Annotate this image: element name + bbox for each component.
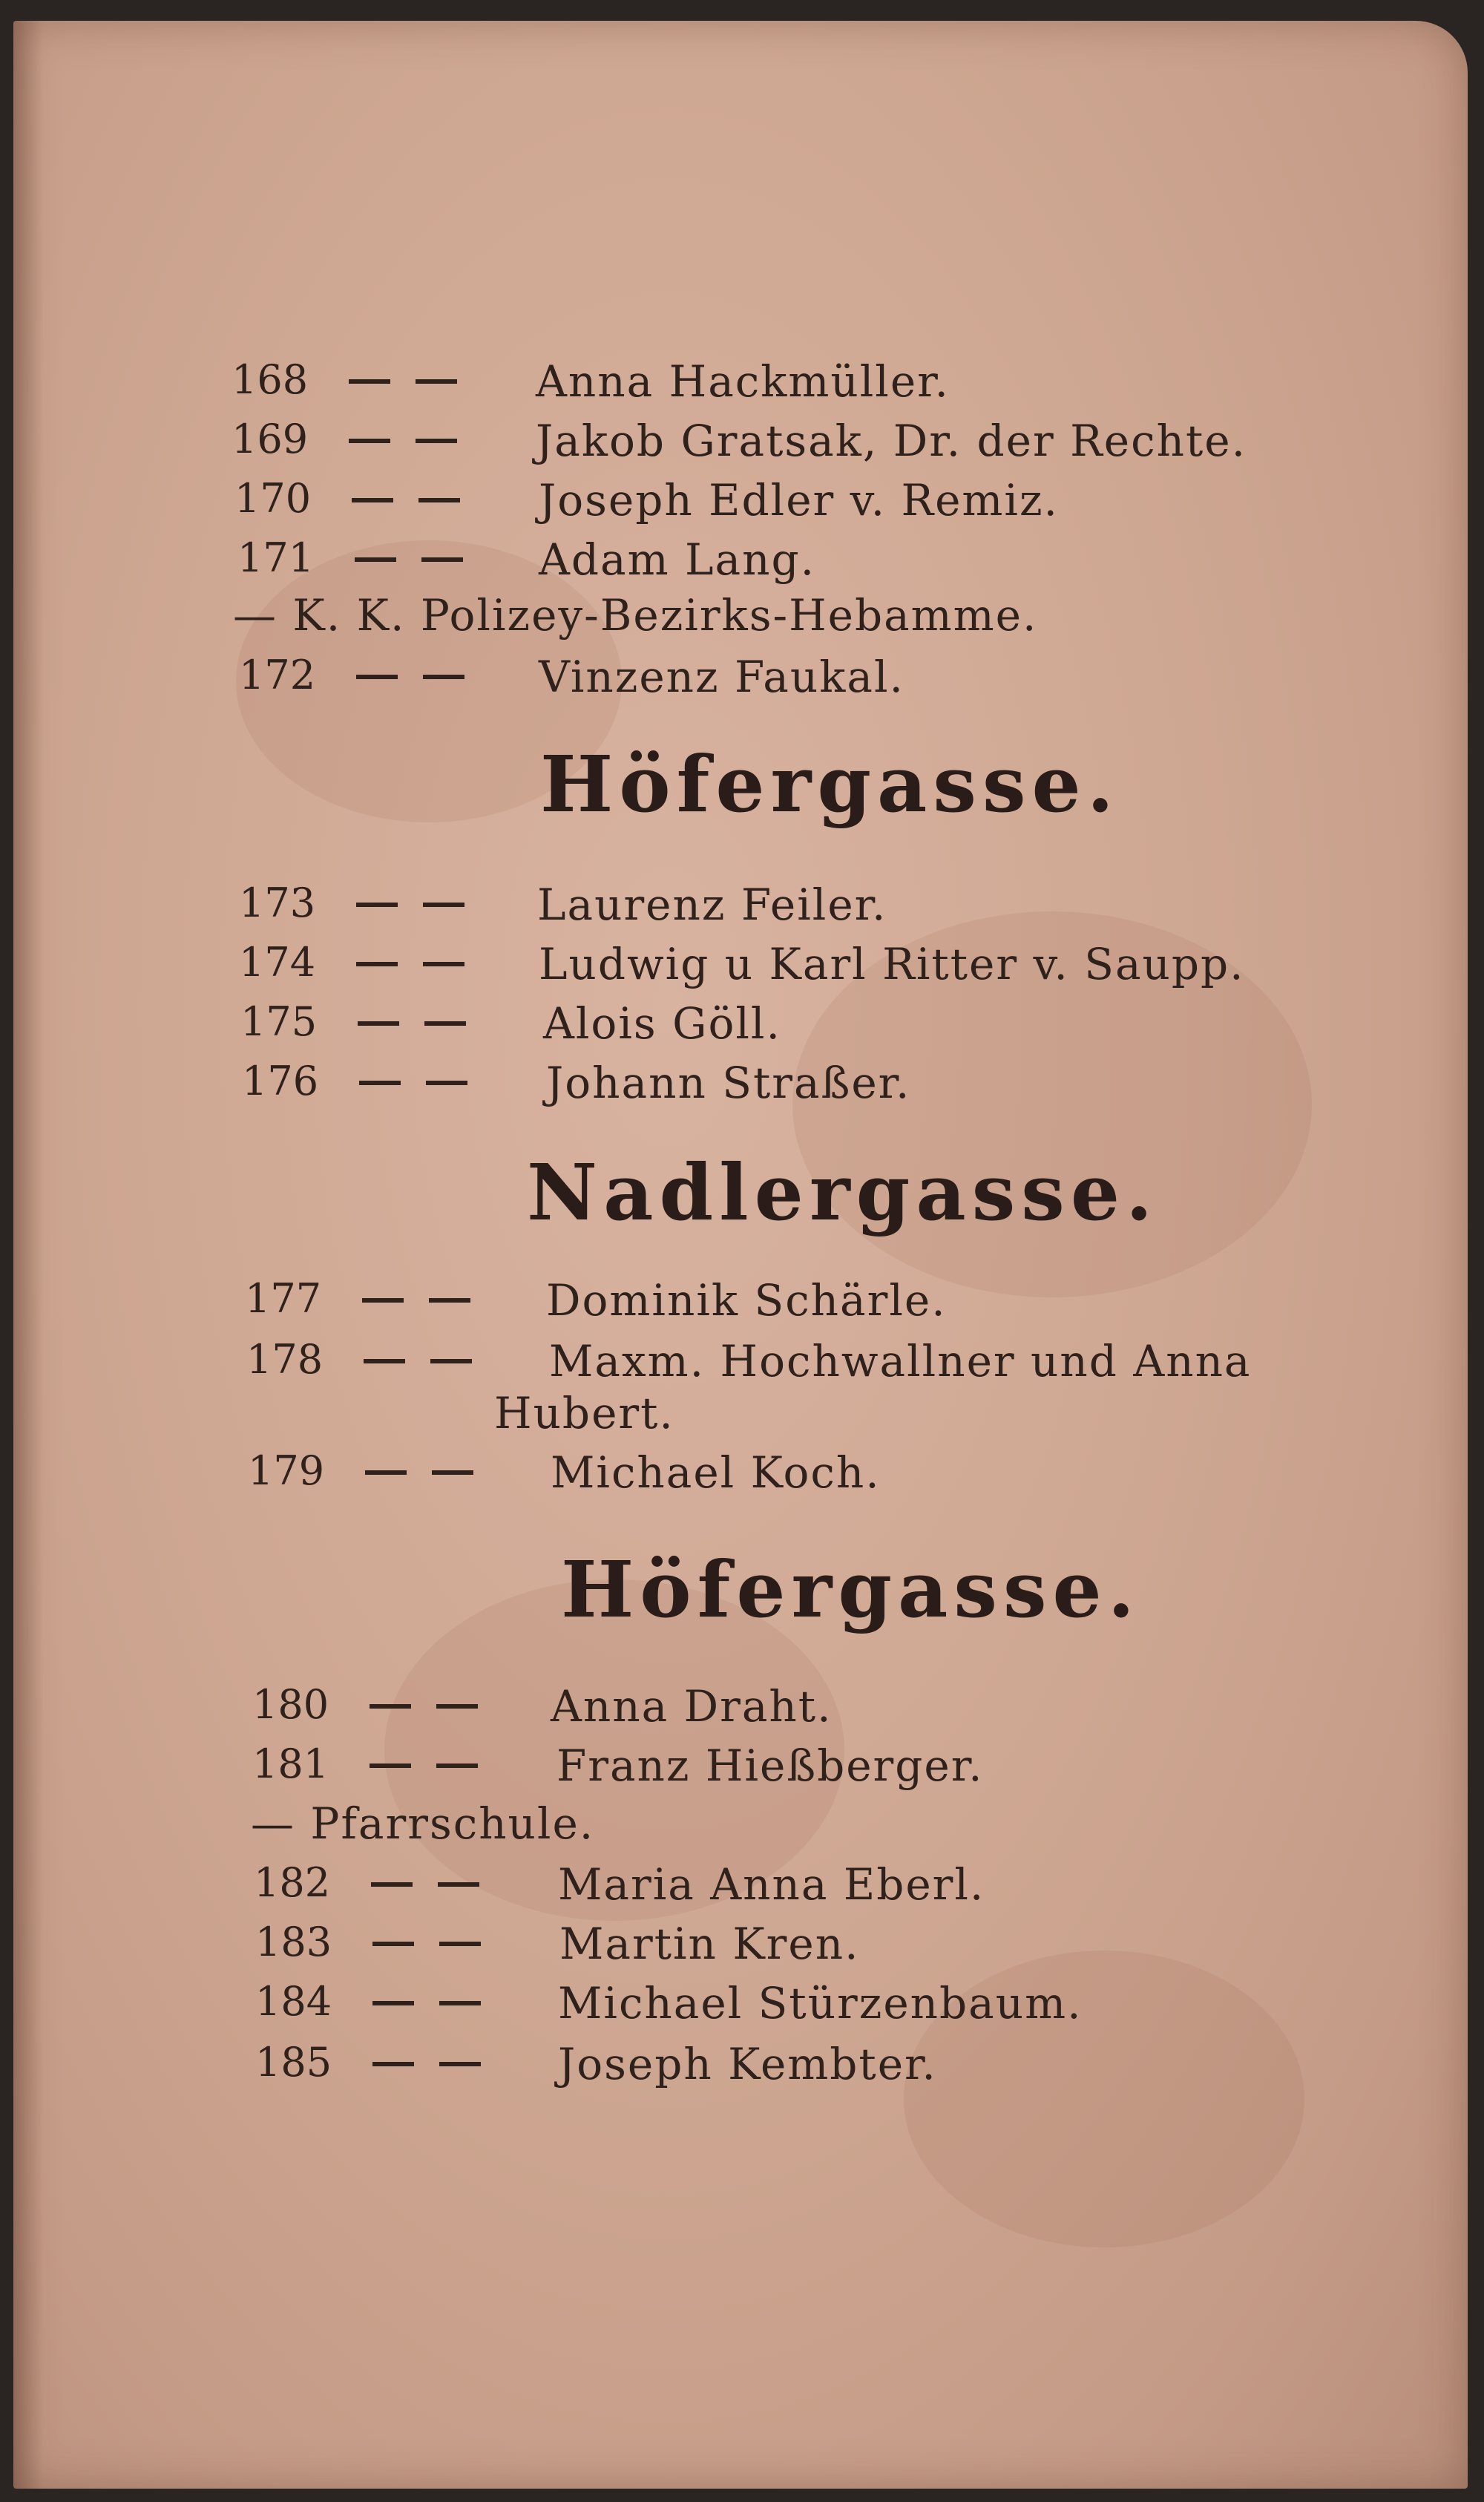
entry-row [239, 880, 1352, 935]
resident-name: Dominik Schärle. [546, 1275, 947, 1326]
entry-row [232, 356, 1345, 412]
entry-row [232, 416, 1345, 471]
dash [359, 1081, 401, 1085]
house-number: 178 [246, 1336, 324, 1383]
house-number: 174 [239, 939, 316, 986]
dash [372, 1942, 414, 1946]
entry-row [254, 1859, 1367, 1915]
entry-row [248, 1447, 1361, 1503]
house-number: 185 [255, 2039, 332, 2086]
resident-name: Adam Lang. [539, 534, 816, 585]
house-number: 182 [254, 1859, 331, 1906]
house-number: 170 [234, 475, 312, 522]
dash [423, 903, 464, 907]
entry-row [234, 475, 1347, 531]
dash [436, 1704, 478, 1709]
entry-row [239, 939, 1352, 995]
street-heading: Höfergasse. [540, 739, 1120, 830]
house-number: 184 [255, 1978, 332, 2025]
dash [439, 2062, 481, 2066]
street-heading: Höfergasse. [561, 1544, 1140, 1635]
resident-name: Franz Hießberger. [556, 1740, 984, 1791]
resident-name: Ludwig u Karl Ritter v. Saupp. [539, 939, 1245, 989]
dash [432, 1470, 473, 1475]
dash [349, 439, 390, 443]
entry-row [245, 1275, 1358, 1331]
resident-name: Michael Stürzenbaum. [558, 1978, 1083, 2028]
dash [356, 962, 398, 966]
dash [356, 675, 398, 679]
house-number: 171 [237, 534, 315, 581]
resident-name: Maria Anna Eberl. [558, 1859, 985, 1910]
dash [439, 2001, 481, 2005]
dash [436, 1763, 478, 1768]
entry-row [252, 1681, 1365, 1737]
resident-name: Vinzenz Faukal. [539, 652, 904, 702]
dash [352, 498, 393, 502]
house-number: 177 [245, 1275, 322, 1322]
entry-continuation: Hubert. [494, 1388, 674, 1438]
dash [429, 1298, 470, 1303]
dash [424, 1021, 466, 1026]
dash [370, 1704, 411, 1709]
resident-name: Johann Straßer. [546, 1058, 911, 1108]
house-number: 183 [255, 1919, 332, 1965]
entry-row [255, 1919, 1368, 1974]
house-number: 181 [252, 1740, 329, 1787]
house-number: 175 [240, 998, 318, 1045]
resident-name: Maxm. Hochwallner und Anna [549, 1336, 1252, 1386]
dash [349, 379, 390, 384]
dash [370, 1763, 411, 1768]
dash [372, 2001, 414, 2005]
house-number: 168 [232, 356, 309, 403]
resident-name: Jakob Gratsak, Dr. der Rechte. [536, 416, 1247, 466]
dash [423, 962, 464, 966]
entry-row [252, 1740, 1365, 1796]
entry-row [246, 1336, 1359, 1392]
dash [439, 1942, 481, 1946]
dash [421, 557, 463, 562]
resident-name: Joseph Kembter. [558, 2039, 937, 2089]
house-number: 176 [242, 1058, 319, 1104]
dash [416, 379, 457, 384]
entry-row [239, 652, 1352, 707]
dash [372, 2062, 414, 2066]
resident-name: Michael Koch. [551, 1447, 881, 1498]
dash [365, 1470, 407, 1475]
dash [358, 1021, 399, 1026]
house-number: 172 [239, 652, 316, 698]
house-number: 169 [232, 416, 309, 462]
dash [356, 903, 398, 907]
entry-row [237, 534, 1350, 590]
house-number: 179 [248, 1447, 325, 1494]
dash [362, 1298, 404, 1303]
dash [426, 1081, 467, 1085]
dash [423, 675, 464, 679]
resident-name: Alois Göll. [543, 998, 781, 1049]
street-heading: Nadlergasse. [527, 1147, 1159, 1238]
entry-row [255, 1978, 1368, 2034]
dash [430, 1359, 472, 1363]
house-number: 173 [239, 880, 316, 926]
dash [355, 557, 396, 562]
resident-name: Martin Kren. [559, 1919, 860, 1969]
resident-name: Joseph Edler v. Remiz. [539, 475, 1059, 525]
dash [416, 439, 457, 443]
dash [364, 1359, 405, 1363]
resident-name: Anna Draht. [551, 1681, 833, 1732]
entry-row [242, 1058, 1355, 1113]
dash [371, 1882, 413, 1887]
entry-row [255, 2039, 1368, 2095]
resident-name: Anna Hackmüller. [536, 356, 950, 407]
dash [418, 498, 460, 502]
dash [438, 1882, 479, 1887]
house-number: 180 [252, 1681, 329, 1728]
resident-name: Laurenz Feiler. [537, 880, 887, 930]
pfarrschule-line: — Pfarrschule. [251, 1798, 595, 1849]
entry-row [240, 998, 1353, 1054]
polizey-line: — K. K. Polizey-Bezirks-Hebamme. [233, 590, 1038, 641]
